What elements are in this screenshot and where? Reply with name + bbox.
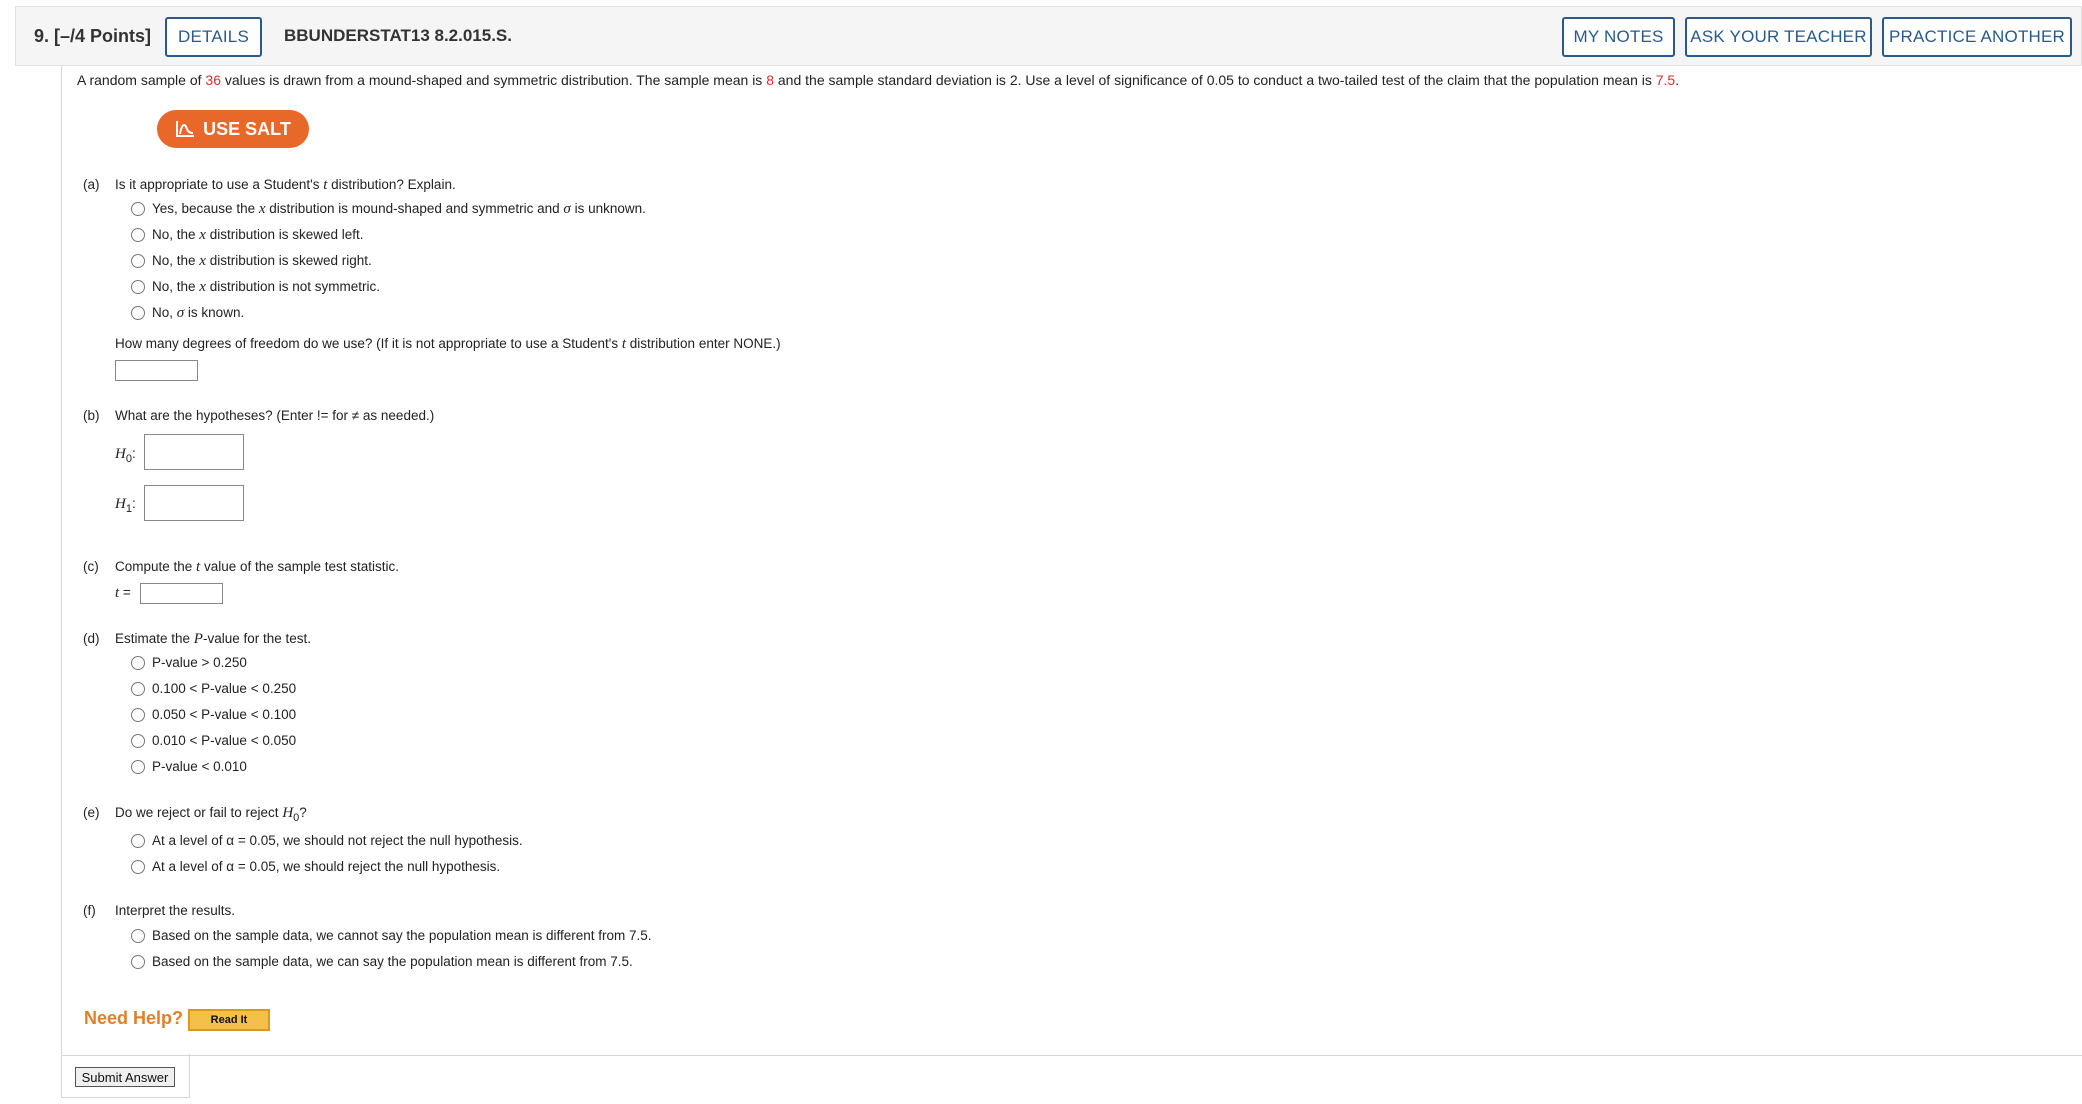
part-a-option-5-label: No, σ is known. [152, 305, 245, 321]
part-f-option-2-label: Based on the sample data, we can say the population mean is different from 7.5. [152, 954, 633, 969]
part-a-option-3-radio[interactable] [131, 254, 145, 268]
h0-input[interactable] [144, 434, 244, 470]
part-e-letter: (e) [83, 805, 100, 820]
part-d-option-3-label: 0.050 < P-value < 0.100 [152, 707, 297, 722]
part-a-option-2-radio[interactable] [131, 228, 145, 242]
part-a-question: Is it appropriate to use a Student's t distribution? Explain. [115, 177, 456, 193]
use-salt-label: USE SALT [203, 118, 291, 139]
part-b-question: What are the hypotheses? (Enter != for ≠ as needed.) [115, 408, 435, 423]
part-d-question: Estimate the P-value for the test. [115, 631, 312, 647]
part-f-option-2-radio[interactable] [131, 955, 145, 969]
part-e-option-2-label: At a level of α = 0.05, we should reject the null hypothesis. [152, 859, 501, 874]
part-d-option-2-radio[interactable] [131, 682, 145, 696]
practice-another-button[interactable]: PRACTICE ANOTHER [1882, 17, 2072, 57]
part-a-letter: (a) [83, 177, 100, 192]
h1-label: $H_1$: [115, 496, 136, 515]
t-equals-label: t = [115, 585, 131, 601]
part-e-question: Do we reject or fail to reject $H_0$? [115, 805, 307, 824]
h1-input[interactable] [144, 485, 244, 521]
claimed-mean-value: 7.5 [1655, 72, 1676, 88]
part-d-letter: (d) [83, 631, 100, 646]
t-value-input[interactable] [140, 583, 223, 604]
part-c-letter: (c) [83, 559, 99, 574]
part-e-option-1-label: At a level of α = 0.05, we should not reject the null hypothesis. [152, 833, 523, 848]
part-d-option-4-radio[interactable] [131, 734, 145, 748]
part-a-option-5-radio[interactable] [131, 306, 145, 320]
problem-statement [77, 72, 1679, 88]
part-a-option-1-radio[interactable] [131, 202, 145, 216]
use-salt-button[interactable] [157, 110, 309, 148]
part-d-option-3-radio[interactable] [131, 708, 145, 722]
my-notes-button[interactable]: MY NOTES [1562, 17, 1675, 57]
part-f-letter: (f) [83, 903, 96, 918]
part-b-letter: (b) [83, 408, 100, 423]
sample-size-value: 36 [205, 72, 221, 88]
part-d-option-5-label: P-value < 0.010 [152, 759, 247, 774]
problem-text: values is drawn from a mound-shaped and symmetric distribution. The sample mean is [220, 72, 767, 88]
part-a-option-4-radio[interactable] [131, 280, 145, 294]
part-f-question: Interpret the results. [115, 903, 236, 918]
part-d-option-1-radio[interactable] [131, 656, 145, 670]
need-help-label: Need Help? [84, 1008, 184, 1028]
part-a-option-4-label: No, the x distribution is not symmetric. [152, 279, 381, 295]
part-d-option-4-label: 0.010 < P-value < 0.050 [152, 733, 297, 748]
part-e-option-1-radio[interactable] [131, 834, 145, 848]
problem-text: and the sample standard deviation is 2. Use a level of significance of 0.05 to conduct a two-tailed test of the claim that the population mean is [774, 72, 1656, 88]
part-a-option-2-label: No, the x distribution is skewed left. [152, 227, 364, 243]
ask-your-teacher-button[interactable]: ASK YOUR TEACHER [1685, 17, 1872, 57]
part-d-option-1-label: P-value > 0.250 [152, 655, 247, 670]
salt-chart-icon [175, 120, 195, 138]
question-number: 9. [–/4 Points] [34, 26, 152, 46]
part-a-option-1-label: Yes, because the x distribution is mound-shaped and symmetric and σ is unknown. [152, 201, 646, 217]
degrees-of-freedom-question: How many degrees of freedom do we use? (If it is not appropriate to use a Student's t distribution enter NONE.) [115, 336, 781, 352]
part-f-option-1-radio[interactable] [131, 929, 145, 943]
part-e-option-2-radio[interactable] [131, 860, 145, 874]
problem-text: A random sample of [77, 72, 206, 88]
submit-answer-button[interactable]: Submit Answer [75, 1067, 175, 1087]
details-button[interactable]: DETAILS [165, 17, 262, 57]
degrees-of-freedom-input[interactable] [115, 360, 198, 381]
read-it-button[interactable]: Read It [188, 1009, 270, 1031]
question-header [15, 6, 2082, 66]
part-d-option-5-radio[interactable] [131, 760, 145, 774]
h0-label: $H_0$: [115, 446, 136, 465]
sample-mean-value: 8 [766, 72, 774, 88]
assignment-id: BBUNDERSTAT13 8.2.015.S. [284, 26, 512, 45]
part-c-question: Compute the t value of the sample test statistic. [115, 559, 400, 575]
problem-text: . [1675, 72, 1680, 88]
part-f-option-1-label: Based on the sample data, we cannot say the population mean is different from 7.5. [152, 928, 652, 943]
part-a-option-3-label: No, the x distribution is skewed right. [152, 253, 372, 269]
part-d-option-2-label: 0.100 < P-value < 0.250 [152, 681, 297, 696]
